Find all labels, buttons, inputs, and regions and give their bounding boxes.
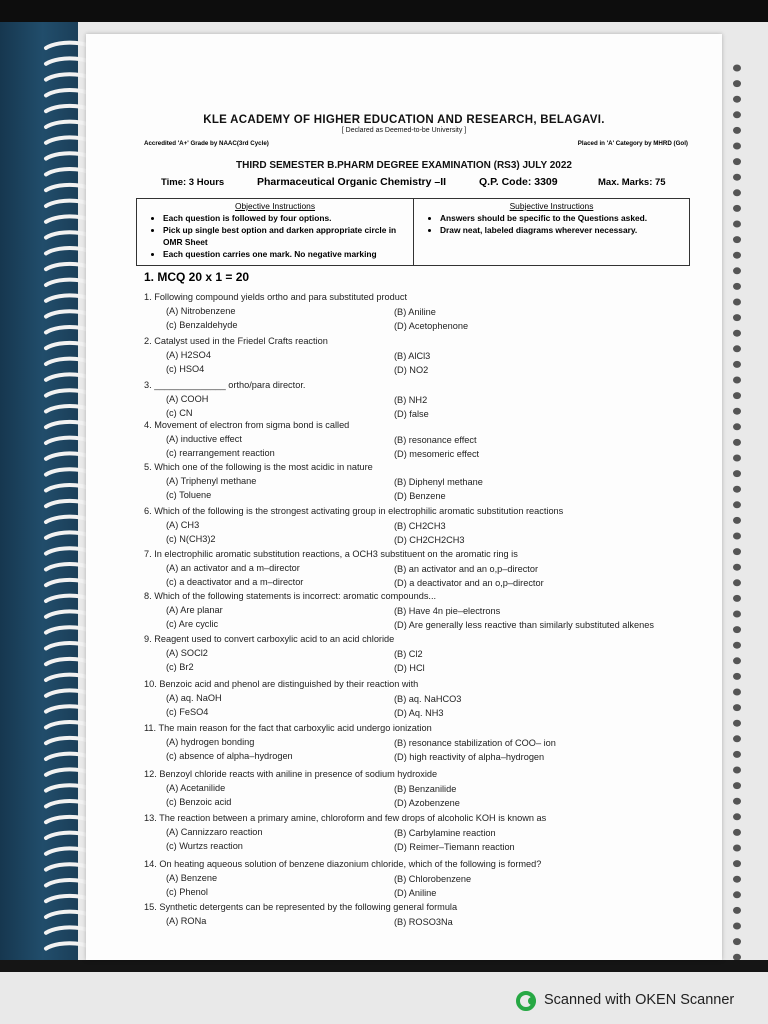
answer-option: (B) CH2CH3 <box>394 521 446 531</box>
answer-option: (A) COOH <box>166 394 209 404</box>
answer-option: (c) Wurtzs reaction <box>166 841 243 851</box>
answer-option: (D) mesomeric effect <box>394 449 480 459</box>
punched-hole <box>733 158 741 165</box>
naac-accreditation: Accredited 'A+' Grade by NAAC(3rd Cycle) <box>144 140 269 147</box>
subjective-item: • Draw neat, labeled diagrams wherever necessary. <box>440 224 685 236</box>
answer-option: (c) Toluene <box>166 490 212 500</box>
punched-hole <box>733 642 741 649</box>
punched-hole <box>733 829 741 836</box>
objective-item: • Each question carries one mark. No negative marking <box>163 248 409 260</box>
answer-option: (D) Acetophenone <box>394 321 469 331</box>
punched-hole <box>733 782 741 789</box>
mhrd-category: Placed in 'A' Category by MHRD (GoI) <box>577 140 688 147</box>
answer-option: (B) resonance effect <box>394 435 477 445</box>
answer-option: (A) hydrogen bonding <box>166 737 255 747</box>
answer-option: (c) Benzoic acid <box>166 797 232 807</box>
punched-hole <box>733 564 741 571</box>
punched-hole <box>733 96 741 103</box>
punched-hole <box>733 377 741 384</box>
punched-hole <box>733 845 741 852</box>
answer-option: (A) SOCl2 <box>166 648 208 658</box>
exam-details-row <box>161 177 681 193</box>
answer-option: (D) Benzene <box>394 491 446 501</box>
answer-option: (B) ROSO3Na <box>394 917 453 927</box>
punched-hole <box>733 876 741 883</box>
question-text: 7. In electrophilic aromatic substitution reactions, a OCH3 substituent on the aromatic ring is <box>144 549 518 559</box>
objective-item: • Pick up single best option and darken appropriate circle in OMR Sheet <box>163 224 409 248</box>
punched-hole <box>733 408 741 415</box>
question-text: 9. Reagent used to convert carboxylic acid to an acid chloride <box>144 634 395 644</box>
answer-option: (B) Chlorobenzene <box>394 874 472 884</box>
question-text: 14. On heating aqueous solution of benzene diazonium chloride, which of the following is formed? <box>144 859 542 869</box>
answer-option: (c) FeSO4 <box>166 707 209 717</box>
answer-option: (A) Nitrobenzene <box>166 306 236 316</box>
answer-option: (c) a deactivator and a m–director <box>166 577 304 587</box>
punched-hole <box>733 174 741 181</box>
subjective-instructions <box>414 199 689 265</box>
question-text: 10. Benzoic acid and phenol are distinguished by their reaction with <box>144 679 419 689</box>
punched-hole <box>733 704 741 711</box>
punched-hole <box>733 470 741 477</box>
punched-hole <box>733 657 741 664</box>
punched-hole <box>733 673 741 680</box>
scan-top-border <box>0 0 768 22</box>
punched-hole <box>733 361 741 368</box>
oken-logo-icon <box>516 990 540 1012</box>
punched-hole <box>733 907 741 914</box>
subjective-item: • Answers should be specific to the Questions asked. <box>440 212 685 224</box>
punched-hole <box>733 236 741 243</box>
punched-hole <box>733 423 741 430</box>
punched-hole <box>733 486 741 493</box>
question-text: 13. The reaction between a primary amine, chloroform and few drops of alcoholic KOH is known as <box>144 813 547 823</box>
punched-hole <box>733 501 741 508</box>
answer-option: (D) NO2 <box>394 365 429 375</box>
question-text: 11. The main reason for the fact that carboxylic acid undergo ionization <box>144 723 432 733</box>
answer-option: (D) Are generally less reactive than similarly substituted alkenes <box>394 620 654 630</box>
answer-option: (D) Azobenzene <box>394 798 460 808</box>
question-text: 1. Following compound yields ortho and para substituted product <box>144 292 408 302</box>
punched-hole <box>733 860 741 867</box>
punched-hole <box>733 923 741 930</box>
scanner-label: Scanned with OKEN Scanner <box>544 992 735 1008</box>
punched-hole <box>733 548 741 555</box>
answer-option: (B) NH2 <box>394 395 428 405</box>
punched-holes-icon <box>725 60 755 960</box>
punched-hole <box>733 299 741 306</box>
question-text: 2. Catalyst used in the Friedel Crafts reaction <box>144 336 328 346</box>
answer-option: (c) Phenol <box>166 887 208 897</box>
question-text: 8. Which of the following statements is incorrect: aromatic compounds... <box>144 591 437 601</box>
punched-hole <box>733 455 741 462</box>
question-text: 12. Benzoyl chloride reacts with aniline in presence of sodium hydroxide <box>144 769 438 779</box>
answer-option: (A) Triphenyl methane <box>166 476 257 486</box>
answer-option: (c) HSO4 <box>166 364 205 374</box>
punched-hole <box>733 143 741 150</box>
punched-hole <box>733 189 741 196</box>
answer-option: (B) Aniline <box>394 307 436 317</box>
question-text: 5. Which one of the following is the most acidic in nature <box>144 462 373 472</box>
punched-hole <box>733 127 741 134</box>
answer-option: (c) Benzaldehyde <box>166 320 238 330</box>
answer-option: (c) rearrangement reaction <box>166 448 275 458</box>
answer-option: (c) Br2 <box>166 662 194 672</box>
punched-hole <box>733 954 741 960</box>
answer-option: (D) CH2CH2CH3 <box>394 535 465 545</box>
punched-hole <box>733 345 741 352</box>
exam-paper <box>86 34 722 960</box>
punched-hole <box>733 80 741 87</box>
punched-hole <box>733 938 741 945</box>
punched-hole <box>733 689 741 696</box>
punched-hole <box>733 267 741 274</box>
answer-option: (A) RONa <box>166 916 207 926</box>
objective-title: Objective Instructions <box>234 201 316 211</box>
scan-bottom-border <box>0 960 768 972</box>
instructions-box <box>136 198 690 266</box>
question-text: 3. ______________ ortho/para director. <box>144 380 306 390</box>
answer-option: (B) resonance stabilization of COO– ion <box>394 738 556 748</box>
answer-option: (A) Benzene <box>166 873 218 883</box>
exam-time: Time: 3 Hours <box>161 177 225 188</box>
answer-option: (D) high reactivity of alpha–hydrogen <box>394 752 545 762</box>
answer-option: (B) aq. NaHCO3 <box>394 694 462 704</box>
answer-option: (A) Cannizzaro reaction <box>166 827 263 837</box>
answer-option: (B) Carbylamine reaction <box>394 828 496 838</box>
mcq-section-heading: 1. MCQ 20 x 1 = 20 <box>144 270 250 284</box>
answer-option: (A) H2SO4 <box>166 350 211 360</box>
qp-code: Q.P. Code: 3309 <box>479 176 558 188</box>
exam-subject: Pharmaceutical Organic Chemistry –II <box>257 176 447 188</box>
punched-hole <box>733 221 741 228</box>
punched-hole <box>733 751 741 758</box>
punched-hole <box>733 314 741 321</box>
exam-title: THIRD SEMESTER B.PHARM DEGREE EXAMINATION (RS3) JULY 2022 <box>236 160 572 171</box>
punched-hole <box>733 252 741 259</box>
answer-option: (B) Cl2 <box>394 649 423 659</box>
punched-hole <box>733 813 741 820</box>
punched-hole <box>733 517 741 524</box>
punched-hole <box>733 283 741 290</box>
punched-hole <box>733 767 741 774</box>
answer-option: (A) aq. NaOH <box>166 693 222 703</box>
answer-option: (D) Reimer–Tiemann reaction <box>394 842 515 852</box>
answer-option: (B) Diphenyl methane <box>394 477 483 487</box>
punched-hole <box>733 392 741 399</box>
punched-hole <box>733 205 741 212</box>
answer-option: (A) Acetanilide <box>166 783 226 793</box>
question-text: 4. Movement of electron from sigma bond is called <box>144 420 350 430</box>
objective-instructions <box>137 199 414 265</box>
punched-hole <box>733 330 741 337</box>
question-text: 6. Which of the following is the strongest activating group in electrophilic aromatic substitution reactions <box>144 506 564 516</box>
answer-option: (c) Are cyclic <box>166 619 219 629</box>
answer-option: (D) false <box>394 409 429 419</box>
punched-hole <box>733 65 741 72</box>
answer-option: (B) AlCl3 <box>394 351 431 361</box>
answer-option: (c) CN <box>166 408 193 418</box>
punched-hole <box>733 111 741 118</box>
answer-option: (B) Have 4n pie–electrons <box>394 606 501 616</box>
answer-option: (A) CH3 <box>166 520 200 530</box>
punched-hole <box>733 611 741 618</box>
question-text: 15. Synthetic detergents can be represented by the following general formula <box>144 902 458 912</box>
punched-hole <box>733 626 741 633</box>
answer-option: (D) a deactivator and an o,p–director <box>394 578 544 588</box>
max-marks: Max. Marks: 75 <box>598 177 666 188</box>
punched-hole <box>733 798 741 805</box>
objective-item: • Each question is followed by four options. <box>163 212 409 224</box>
university-name: KLE ACADEMY OF HIGHER EDUCATION AND RESEARCH, BELAGAVI. <box>203 114 605 126</box>
subjective-title: Subjective Instructions <box>509 201 594 211</box>
punched-hole <box>733 735 741 742</box>
answer-option: (A) an activator and a m–director <box>166 563 300 573</box>
punched-hole <box>733 595 741 602</box>
answer-option: (c) N(CH3)2 <box>166 534 216 544</box>
answer-option: (D) Aq. NH3 <box>394 708 444 718</box>
answer-option: (D) HCl <box>394 663 425 673</box>
punched-hole <box>733 533 741 540</box>
punched-hole <box>733 579 741 586</box>
punched-hole <box>733 720 741 727</box>
answer-option: (B) an activator and an o,p–director <box>394 564 539 574</box>
punched-hole <box>733 891 741 898</box>
punched-hole <box>733 439 741 446</box>
answer-option: (B) Benzanilide <box>394 784 457 794</box>
answer-option: (A) inductive effect <box>166 434 242 444</box>
answer-option: (D) Aniline <box>394 888 437 898</box>
deemed-university-note: [ Declared as Deemed-to-be University ] <box>341 127 467 134</box>
answer-option: (A) Are planar <box>166 605 223 615</box>
answer-option: (c) absence of alpha–hydrogen <box>166 751 293 761</box>
